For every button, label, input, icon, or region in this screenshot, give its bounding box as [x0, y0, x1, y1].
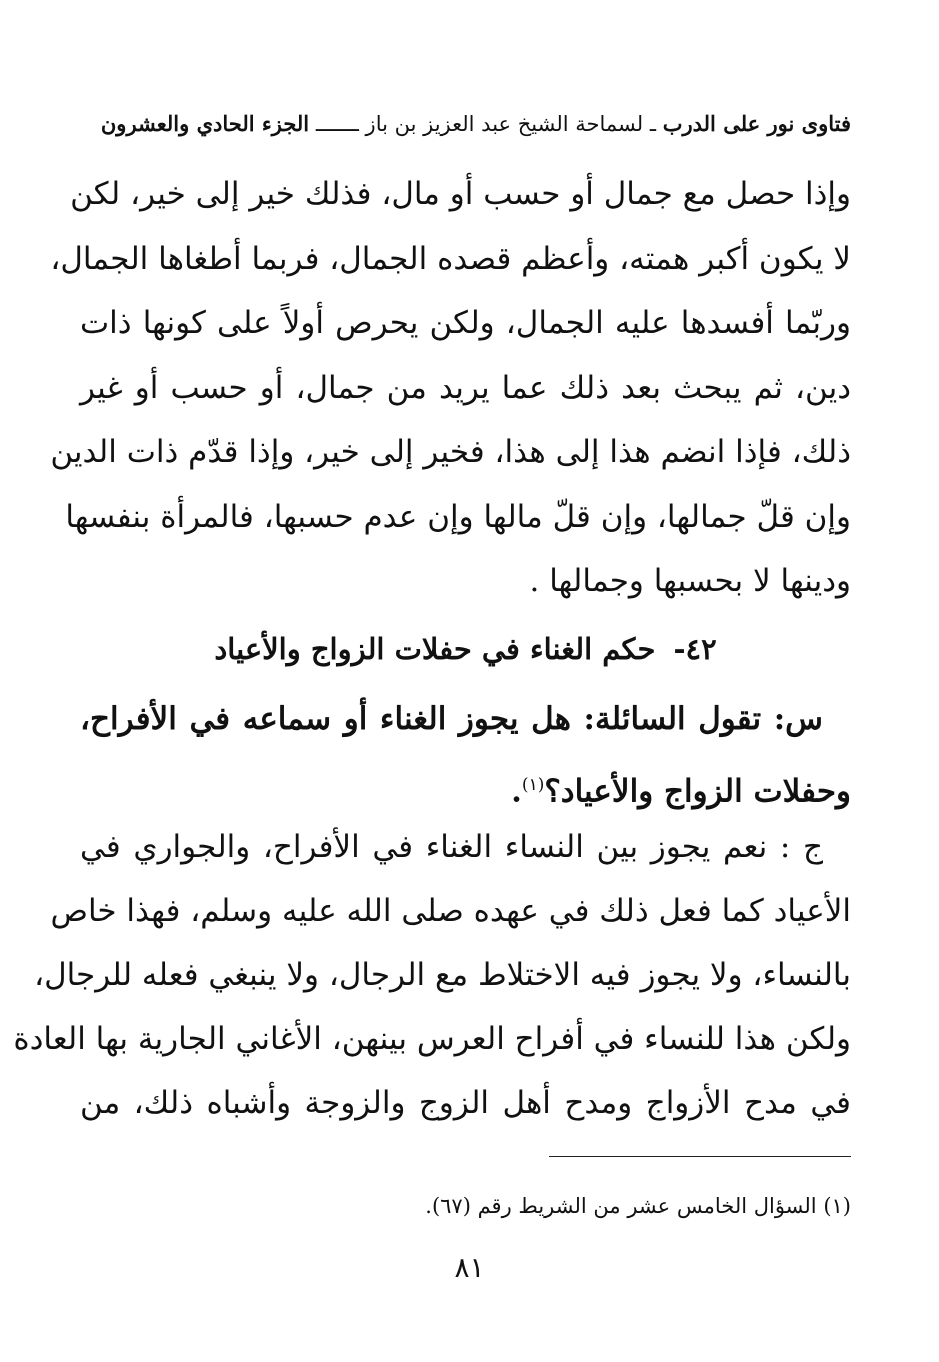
volume-label: الجزء الحادي والعشرون — [100, 111, 310, 136]
question-line: س: تقول السائلة: هل يجوز الغناء أو سماعه في الأفراح، — [80, 701, 823, 737]
end-mark: . — [511, 773, 522, 810]
footnote-divider — [549, 1156, 851, 1157]
footnote-reference[interactable]: (١) — [521, 775, 545, 795]
section-title: حكم الغناء في حفلات الزواج والأعياد — [214, 632, 656, 666]
question-text: وحفلات الزواج والأعياد؟ — [544, 773, 851, 810]
text-line: وإن قلّ جمالها، وإن قلّ مالها وإن عدم حسبها، فالمرأة بنفسها — [65, 498, 851, 535]
section-number: ٤٢- — [673, 632, 717, 666]
text-line: ودينها لا بحسبها وجمالها . — [529, 563, 851, 599]
section-heading — [80, 624, 851, 674]
answer-line: ولكن هذا للنساء في أفراح العرس بينهن، الأغاني الجارية بها العادة — [13, 1021, 851, 1057]
book-title: فتاوى نور على الدرب — [662, 111, 851, 136]
footnote-text: (١) السؤال الخامس عشر من الشريط رقم (٦٧). — [425, 1194, 851, 1218]
answer-line: الأعياد كما فعل ذلك في عهده صلى الله عليه وسلم، فهذا خاص — [50, 893, 851, 929]
text-line: وربّما أفسدها عليه الجمال، ولكن يحرص أولاً على كونها ذات — [80, 305, 851, 341]
answer-paragraph — [13, 815, 851, 1135]
text-line: ذلك، فإذا انضم هذا إلى هذا، فخير إلى خير، وإذا قدّم ذات الدين — [50, 434, 851, 470]
answer-line: بالنساء، ولا يجوز فيه الاختلاط مع الرجال، ولا ينبغي فعله للرجال، — [34, 957, 851, 993]
question-paragraph — [80, 686, 851, 818]
intro-paragraph — [50, 162, 851, 614]
text-line: وإذا حصل مع جمال أو حسب أو مال، فذلك خير إلى خير، لكن — [70, 176, 851, 212]
running-header — [80, 106, 851, 142]
question-line-last — [80, 752, 851, 818]
text-line: لا يكون أكبر همته، وأعظم قصده الجمال، فربما أطغاها الجمال، — [50, 240, 851, 277]
author-name: ـ لسماحة الشيخ عبد العزيز بن باز ـــــــ — [315, 112, 657, 136]
text-line: دين، ثم يبحث بعد ذلك عما يريد من جمال، أو حسب أو غير — [80, 369, 851, 406]
answer-line: في مدح الأزواج ومدح أهل الزوج والزوجة وأشباه ذلك، من — [80, 1085, 851, 1121]
page-number: ٨١ — [454, 1251, 485, 1284]
answer-line: ج : نعم يجوز بين النساء الغناء في الأفراح، والجواري في — [80, 829, 823, 865]
